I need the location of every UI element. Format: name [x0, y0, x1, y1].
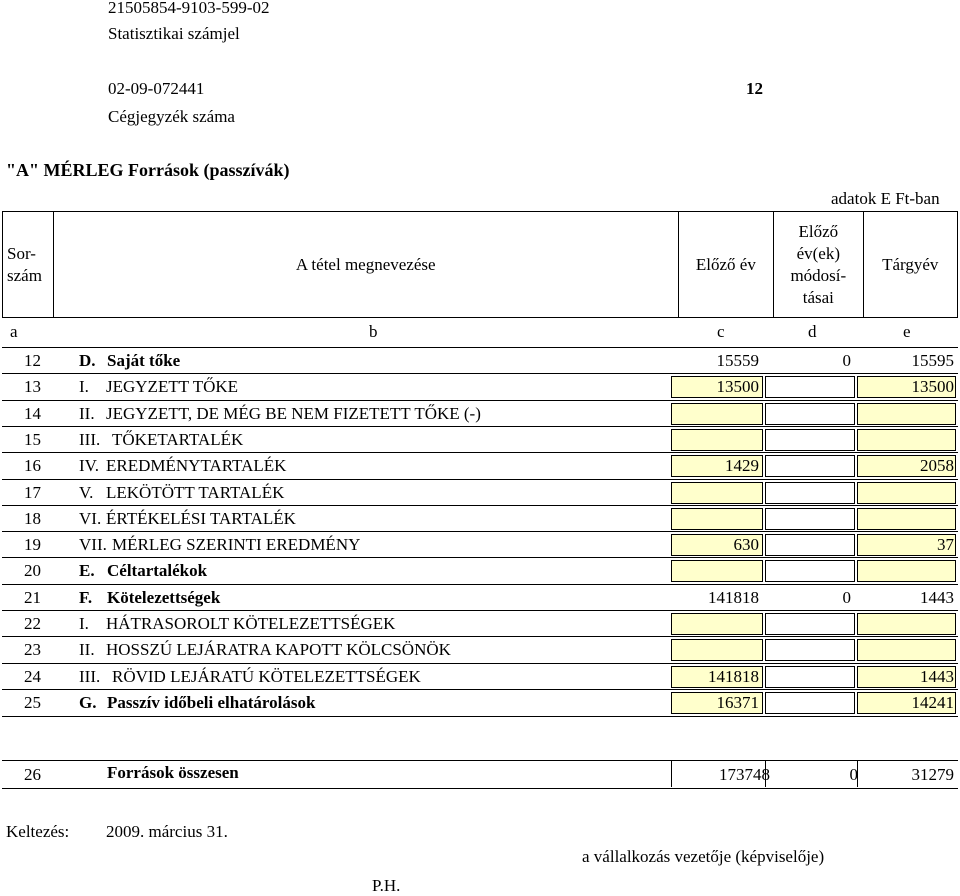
value-cell — [765, 639, 855, 661]
value-cell — [857, 639, 956, 661]
balance-row — [2, 584, 958, 611]
row-number: 13 — [24, 377, 41, 396]
balance-row — [2, 400, 958, 427]
date-value: 2009. március 31. — [106, 822, 228, 841]
date-label: Keltezés: — [6, 822, 70, 841]
row-cur: 37 — [937, 535, 954, 554]
balance-row — [2, 689, 958, 717]
header-mod: Előző év(ek) módosí- tásai — [774, 212, 863, 318]
value-cell — [765, 403, 855, 425]
total-prev: 173748 — [719, 765, 770, 784]
value-cell — [765, 455, 855, 477]
total-row — [2, 760, 958, 789]
balance-row — [2, 373, 958, 400]
row-label: RÖVID LEJÁRATÚ KÖTELEZETTSÉGEK — [112, 667, 421, 686]
value-cell — [857, 560, 956, 582]
value-cell — [765, 613, 855, 635]
row-label: JEGYZETT TŐKE — [106, 377, 239, 396]
row-code: VI. — [79, 509, 102, 528]
row-cur: 2058 — [920, 456, 954, 475]
total-divider — [765, 760, 766, 787]
row-mod: 0 — [842, 588, 851, 607]
units-note: adatok E Ft-ban — [831, 189, 940, 208]
row-prev: 1429 — [725, 456, 759, 475]
row-mod: 0 — [842, 351, 851, 370]
row-number: 23 — [24, 640, 41, 659]
row-code: II. — [79, 640, 95, 659]
value-cell — [671, 560, 763, 582]
value-cell — [857, 508, 956, 530]
value-cell — [765, 429, 855, 451]
row-label: MÉRLEG SZERINTI EREDMÉNY — [112, 535, 361, 554]
row-cur: 13500 — [911, 377, 954, 396]
row-label: Céltartalékok — [107, 561, 208, 580]
row-number: 22 — [24, 614, 41, 633]
row-number: 16 — [24, 456, 41, 475]
row-code: I. — [79, 614, 89, 633]
row-code: V. — [79, 483, 94, 502]
row-prev: 141818 — [708, 667, 759, 686]
value-cell — [671, 508, 763, 530]
row-label: HÁTRASOROLT KÖTELEZETTSÉGEK — [106, 614, 396, 633]
letter-c: c — [717, 322, 725, 341]
total-label: Források összesen — [107, 763, 239, 782]
total-number: 26 — [24, 765, 41, 784]
value-cell — [765, 534, 855, 556]
value-cell — [857, 429, 956, 451]
total-cur: 31279 — [911, 765, 954, 784]
row-label: EREDMÉNYTARTALÉK — [106, 456, 287, 475]
company-reg-number: 02-09-072441 — [108, 79, 205, 98]
stamp-label: P.H. — [372, 876, 401, 895]
header-cur: Tárgyév — [863, 212, 958, 318]
value-cell — [857, 613, 956, 635]
value-cell — [671, 403, 763, 425]
page-number: 12 — [746, 79, 763, 98]
stat-number: 21505854-9103-599-02 — [108, 0, 270, 17]
column-header-table — [2, 211, 958, 318]
balance-row — [2, 479, 958, 506]
header-prev: Előző év — [678, 212, 774, 318]
balance-row — [2, 663, 958, 690]
total-mod: 0 — [849, 765, 858, 784]
row-prev: 13500 — [716, 377, 759, 396]
company-reg-label: Cégjegyzék száma — [108, 107, 235, 126]
row-number: 25 — [24, 693, 41, 712]
value-cell — [857, 403, 956, 425]
letter-e: e — [903, 322, 911, 341]
value-cell — [857, 482, 956, 504]
value-cell — [765, 666, 855, 688]
row-label: Passzív időbeli elhatárolások — [107, 693, 316, 712]
row-code: IV. — [79, 456, 99, 475]
page-title: "A" MÉRLEG Források (passzívák) — [6, 160, 290, 180]
row-cur: 1443 — [920, 588, 954, 607]
row-cur: 1443 — [920, 667, 954, 686]
row-code: F. — [79, 588, 93, 607]
row-code: D. — [79, 351, 96, 370]
row-number: 18 — [24, 509, 41, 528]
total-divider — [857, 760, 858, 787]
row-prev: 15559 — [716, 351, 759, 370]
row-code: III. — [79, 667, 101, 686]
value-cell — [765, 692, 855, 714]
row-number: 19 — [24, 535, 41, 554]
signature-label: a vállalkozás vezetője (képviselője) — [582, 847, 825, 866]
balance-row — [2, 452, 958, 479]
total-divider — [671, 760, 672, 787]
header-name: A tétel megnevezése — [53, 212, 678, 318]
value-cell — [765, 482, 855, 504]
row-code: I. — [79, 377, 89, 396]
row-label: Kötelezettségek — [107, 588, 221, 607]
row-prev: 630 — [733, 535, 759, 554]
balance-row — [2, 531, 958, 558]
stat-label: Statisztikai számjel — [108, 24, 240, 43]
row-number: 14 — [24, 404, 41, 423]
row-cur: 15595 — [911, 351, 954, 370]
header-sor: Sor- szám — [3, 212, 54, 318]
row-code: G. — [79, 693, 97, 712]
row-label: TŐKETARTALÉK — [112, 430, 244, 449]
value-cell — [671, 429, 763, 451]
value-cell — [765, 508, 855, 530]
value-cell — [671, 482, 763, 504]
row-label: JEGYZETT, DE MÉG BE NEM FIZETETT TŐKE (-) — [106, 404, 481, 423]
row-code: VII. — [79, 535, 107, 554]
row-label: ÉRTÉKELÉSI TARTALÉK — [106, 509, 296, 528]
row-code: III. — [79, 430, 101, 449]
row-code: E. — [79, 561, 95, 580]
row-number: 20 — [24, 561, 41, 580]
row-number: 12 — [24, 351, 41, 370]
row-code: II. — [79, 404, 95, 423]
balance-row — [2, 557, 958, 584]
value-cell — [765, 560, 855, 582]
letter-b: b — [369, 322, 378, 341]
letter-a: a — [10, 322, 18, 341]
balance-row — [2, 347, 958, 374]
row-cur: 14241 — [911, 693, 954, 712]
row-number: 24 — [24, 667, 41, 686]
row-number: 15 — [24, 430, 41, 449]
value-cell — [765, 376, 855, 398]
row-number: 17 — [24, 483, 41, 502]
row-label: LEKÖTÖTT TARTALÉK — [106, 483, 285, 502]
row-label: Saját tőke — [107, 351, 181, 370]
row-prev: 141818 — [708, 588, 759, 607]
balance-row — [2, 636, 958, 663]
value-cell — [671, 613, 763, 635]
balance-row — [2, 426, 958, 453]
row-prev: 16371 — [716, 693, 759, 712]
balance-row — [2, 610, 958, 637]
value-cell — [671, 639, 763, 661]
balance-row — [2, 505, 958, 532]
row-label: HOSSZÚ LEJÁRATRA KAPOTT KÖLCSÖNÖK — [106, 640, 451, 659]
row-number: 21 — [24, 588, 41, 607]
letter-d: d — [808, 322, 817, 341]
